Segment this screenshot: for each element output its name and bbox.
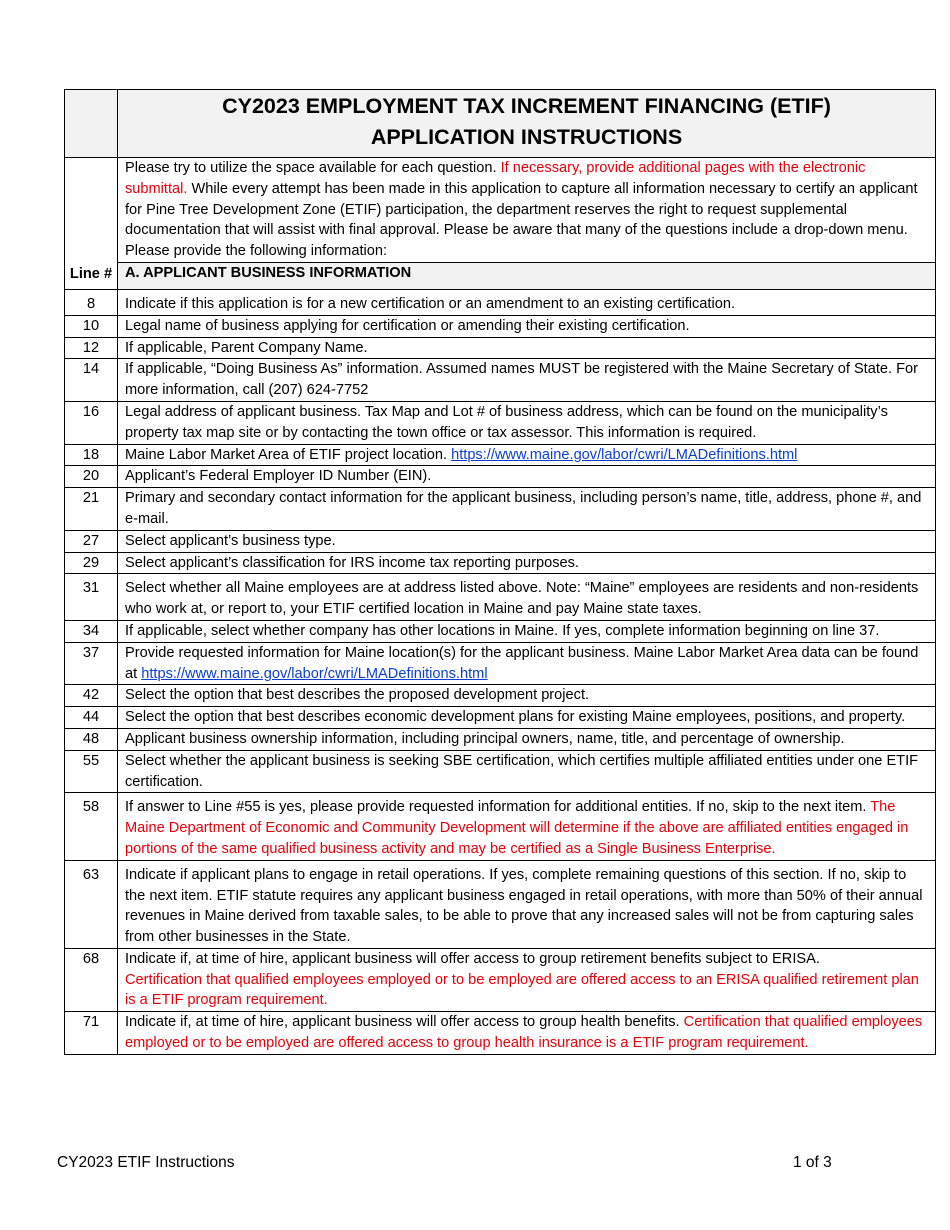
- line-number: 31: [65, 574, 118, 621]
- instruction-body: Primary and secondary contact information for the applicant business, including person’s name, title, address, phone #, and e-mail.: [125, 490, 922, 527]
- instruction-body: Indicate if, at time of hire, applicant business will offer access to group retirement benefits subject to ERISA.: [125, 950, 820, 967]
- instruction-text: [118, 488, 936, 531]
- title-row: [65, 90, 936, 158]
- table-row: [65, 707, 936, 729]
- lma-definitions-link[interactable]: https://www.maine.gov/labor/cwri/LMADefinitions.html: [451, 446, 798, 463]
- intro-part-1: Please try to utilize the space available for each question.: [125, 160, 501, 176]
- instruction-text: [118, 337, 936, 359]
- line-number: 44: [65, 707, 118, 729]
- table-row: [65, 552, 936, 574]
- instruction-body: If applicable, “Doing Business As” information. Assumed names MUST be registered with the Maine Secretary of State. For more information, call (207) 624-7752: [125, 361, 919, 399]
- instruction-body: Select whether all Maine employees are at address listed above. Note: “Maine” employees are residents and non-residents who work at, or report to, your ETIF certified location in Maine and pay Maine state taxes.: [125, 580, 919, 618]
- line-number: 20: [65, 466, 118, 488]
- instruction-text: [118, 620, 936, 642]
- table-row: [65, 1012, 936, 1055]
- line-number: 16: [65, 401, 118, 444]
- line-number: 10: [65, 315, 118, 337]
- instruction-text: [118, 860, 936, 948]
- table-row: [65, 337, 936, 359]
- lma-definitions-link[interactable]: https://www.maine.gov/labor/cwri/LMADefinitions.html: [141, 665, 488, 682]
- page-title: [118, 90, 936, 158]
- line-number-header: Line #: [65, 158, 118, 290]
- instruction-body: Select applicant’s classification for IRS income tax reporting purposes.: [125, 554, 579, 571]
- intro-text: [118, 158, 936, 263]
- line-number: 68: [65, 948, 118, 1011]
- table-row: [65, 359, 936, 402]
- instruction-text: [118, 793, 936, 860]
- instruction-body: Maine Labor Market Area of ETIF project location.: [125, 446, 452, 463]
- requirement-note: The Maine Department of Economic and Community Development will determine if the above are affiliated entities engaged in portions of the same qualified business activity and may be certified as a Single Business Enterprise.: [125, 799, 909, 857]
- line-number: 37: [65, 642, 118, 685]
- instruction-text: [118, 574, 936, 621]
- line-number: 48: [65, 728, 118, 750]
- instruction-text: [118, 444, 936, 466]
- table-row: [65, 289, 936, 315]
- title-line-1: CY2023 EMPLOYMENT TAX INCREMENT FINANCING (ETIF): [222, 94, 831, 118]
- instruction-body: Select whether the applicant business is seeking SBE certification, which certifies multiple affiliated entities under one ETIF certification.: [125, 752, 919, 790]
- instruction-rows: [65, 289, 936, 1054]
- instruction-body: Legal address of applicant business. Tax Map and Lot # of business address, which can be found on the municipality’s property tax map site or by contacting the town office or tax assessor. This information is required.: [125, 403, 888, 441]
- instruction-text: [118, 401, 936, 444]
- instruction-body: Applicant’s Federal Employer ID Number (EIN).: [125, 468, 432, 485]
- intro-row: [65, 158, 936, 263]
- instruction-text: [118, 1012, 936, 1055]
- requirement-note: Certification that qualified employees employed or to be employed are offered access to an ERISA qualified retirement plan is a ETIF program requirement.: [125, 971, 919, 1009]
- table-row: [65, 315, 936, 337]
- instruction-body: Indicate if this application is for a new certification or an amendment to an existing certification.: [125, 295, 736, 312]
- line-number: 8: [65, 289, 118, 315]
- line-number: 29: [65, 552, 118, 574]
- title-blank-cell: [65, 90, 118, 158]
- instruction-body: If applicable, Parent Company Name.: [125, 339, 368, 356]
- line-number: 14: [65, 359, 118, 402]
- instruction-body: Select applicant’s business type.: [125, 532, 336, 549]
- instruction-text: [118, 552, 936, 574]
- line-number: 58: [65, 793, 118, 860]
- instruction-body: Applicant business ownership information, including principal owners, name, title, and percentage of ownership.: [125, 730, 845, 747]
- instruction-body: Indicate if, at time of hire, applicant business will offer access to group health benefits.: [125, 1014, 684, 1031]
- footer-document-title: CY2023 ETIF Instructions: [57, 1154, 235, 1171]
- line-number: 21: [65, 488, 118, 531]
- line-number: 55: [65, 750, 118, 793]
- requirement-note: Certification that qualified employees employed or to be employed are offered access to group health insurance is a ETIF program requirement.: [125, 1014, 923, 1052]
- instruction-text: [118, 642, 936, 685]
- instruction-body: If applicable, select whether company has other locations in Maine. If yes, complete information beginning on line 37.: [125, 622, 880, 639]
- instruction-body: Legal name of business applying for certification or amending their existing certification.: [125, 317, 690, 334]
- title-line-2: APPLICATION INSTRUCTIONS: [370, 125, 683, 149]
- instruction-body: Indicate if applicant plans to engage in retail operations. If yes, complete remaining questions of this section. If no, skip to the next item. ETIF statute requires any applicant business engaged in retail operations, with more than 50% of their annual revenues in Maine derived from taxable sales, to be able to prove that any increased sales will not be from capturing sales from other businesses in the State.: [125, 866, 923, 946]
- table-row: [65, 750, 936, 793]
- instruction-body: Select the option that best describes economic development plans for existing Maine employees, positions, and property.: [125, 709, 906, 726]
- table-row: [65, 685, 936, 707]
- instruction-body: Provide requested information for Maine location(s) for the applicant business. Maine Labor Market Area data can be found at: [125, 644, 919, 682]
- table-row: [65, 642, 936, 685]
- instruction-text: [118, 728, 936, 750]
- instruction-body: Select the option that best describes the proposed development project.: [125, 687, 590, 704]
- instruction-text: [118, 315, 936, 337]
- line-number: 34: [65, 620, 118, 642]
- instruction-text: [118, 289, 936, 315]
- section-a-row: [65, 262, 936, 289]
- line-number: 18: [65, 444, 118, 466]
- line-number: 42: [65, 685, 118, 707]
- instruction-text: [118, 707, 936, 729]
- instruction-text: [118, 685, 936, 707]
- line-number: 27: [65, 530, 118, 552]
- table-row: [65, 466, 936, 488]
- table-row: [65, 948, 936, 1011]
- table-row: [65, 728, 936, 750]
- instruction-text: [118, 530, 936, 552]
- instruction-text: [118, 466, 936, 488]
- instructions-table: [64, 89, 936, 1055]
- line-number: 63: [65, 860, 118, 948]
- table-row: [65, 793, 936, 860]
- footer-page-number: 1 of 3: [793, 1154, 832, 1171]
- table-row: [65, 530, 936, 552]
- intro-part-2: While every attempt has been made in this application to capture all information necessary to certify an applicant for Pine Tree Development Zone (ETIF) participation, the department reserves the right to request supplemental documentation that will assist with final approval. Please be aware that many of the questions include a drop-down menu. Please provide the following information:: [125, 180, 918, 260]
- table-row: [65, 860, 936, 948]
- instruction-body: If answer to Line #55 is yes, please provide requested information for additional entities. If no, skip to the next item.: [125, 799, 871, 816]
- instruction-text: [118, 750, 936, 793]
- table-row: [65, 620, 936, 642]
- section-a-heading: A. APPLICANT BUSINESS INFORMATION: [118, 262, 936, 289]
- intro-red-note: If necessary, provide additional pages with the electronic submittal.: [125, 160, 866, 197]
- line-number: 71: [65, 1012, 118, 1055]
- table-row: [65, 488, 936, 531]
- line-number: 12: [65, 337, 118, 359]
- table-row: [65, 444, 936, 466]
- instruction-text: [118, 948, 936, 1011]
- table-row: [65, 574, 936, 621]
- instruction-text: [118, 359, 936, 402]
- table-row: [65, 401, 936, 444]
